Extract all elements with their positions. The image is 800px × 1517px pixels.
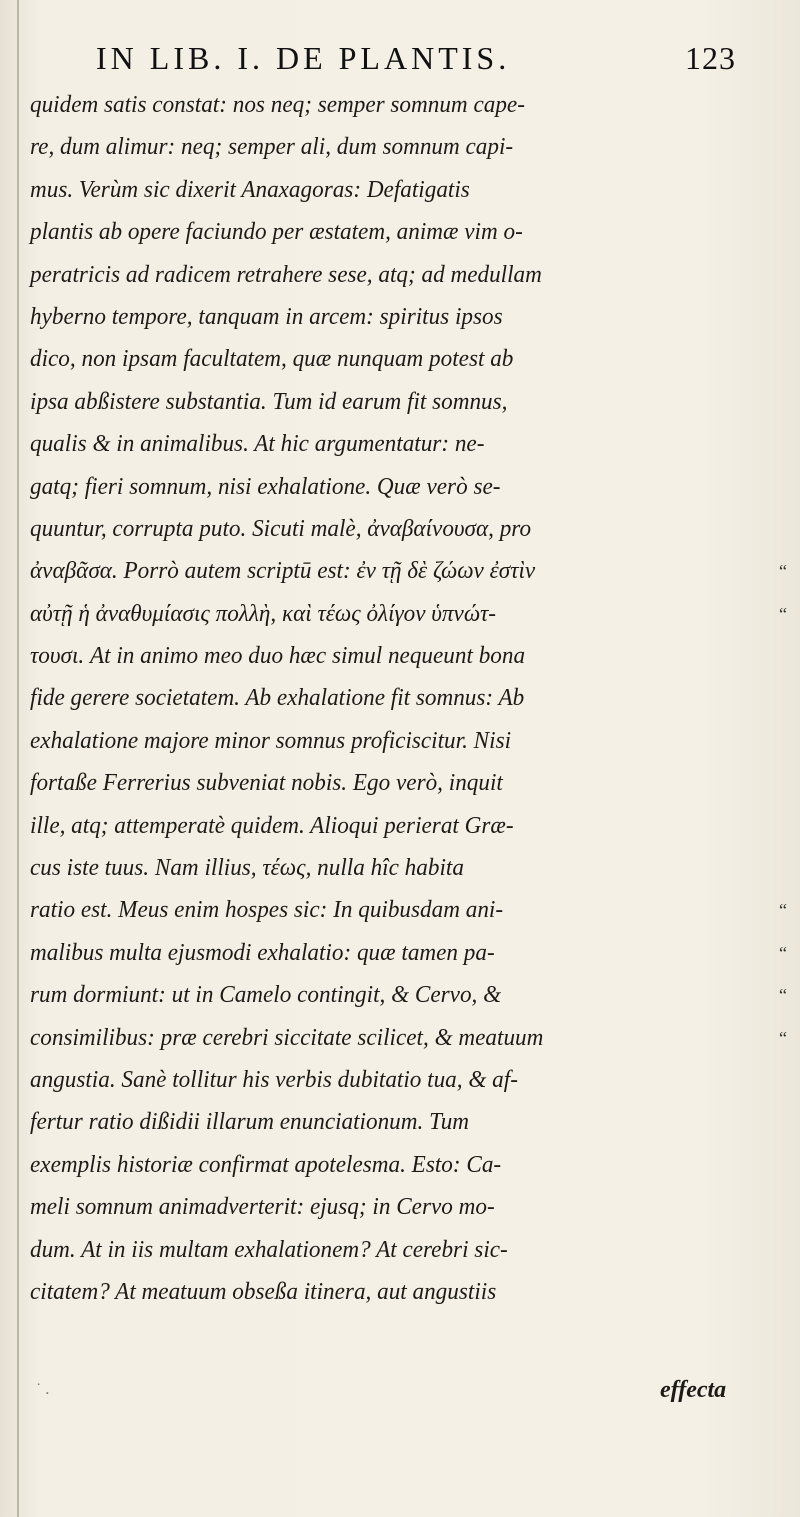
text-line <box>30 593 787 635</box>
line-text: gatq; fieri somnum, nisi exhalatione. Quæ verò se- <box>30 473 501 500</box>
quotation-mark: “ <box>779 942 787 963</box>
line-text: exhalatione majore minor somnus proficiscitur. Nisi <box>30 727 512 754</box>
line-text: plantis ab opere faciundo per æstatem, animæ vim o- <box>30 219 523 246</box>
text-line <box>30 550 787 592</box>
line-text: citatem? At meatuum obseßa itinera, aut angustiis <box>30 1278 497 1305</box>
line-text: mus. Verùm sic dixerit Anaxagoras: Defatigatis <box>30 176 470 203</box>
text-line <box>30 169 755 211</box>
line-text: angustia. Sanè tollitur his verbis dubitatio tua, & af- <box>30 1066 518 1093</box>
text-line <box>30 466 755 508</box>
text-line <box>30 635 755 677</box>
quotation-mark: “ <box>779 1027 787 1048</box>
running-header <box>96 40 736 80</box>
running-title: IN LIB. I. DE PLANTIS. <box>96 40 511 76</box>
catchword: effecta <box>660 1377 727 1403</box>
line-text: rum dormiunt: ut in Camelo contingit, & Cervo, & <box>30 982 502 1009</box>
line-text: ipsa abßistere substantia. Tum id earum fit somnus, <box>30 388 508 415</box>
text-line <box>30 126 755 168</box>
text-line <box>30 805 755 847</box>
line-text: ἀναβᾶσα. Porrò autem scriptū est: ἐν τῇ δὲ ζώων ἐστὶν <box>30 558 536 585</box>
line-text: quuntur, corrupta puto. Sicuti malè, ἀναβαίνουσα, pro <box>30 515 532 542</box>
quotation-mark: “ <box>779 603 787 624</box>
binding-gutter <box>17 0 19 1517</box>
text-line <box>30 1017 787 1059</box>
text-line <box>30 381 755 423</box>
line-text: peratricis ad radicem retrahere sese, atq; ad medullam <box>30 261 542 288</box>
line-text: meli somnum animadverterit: ejusq; in Cervo mo- <box>30 1194 495 1221</box>
line-text: hyberno tempore, tanquam in arcem: spiritus ipsos <box>30 303 503 330</box>
quotation-mark: “ <box>779 900 787 921</box>
text-line <box>30 1101 755 1143</box>
text-line <box>30 423 755 465</box>
quotation-mark: “ <box>779 985 787 1006</box>
line-text: dum. At in iis multam exhalationem? At cerebri sic- <box>30 1236 508 1263</box>
line-text: fertur ratio dißidii illarum enunciationum. Tum <box>30 1109 470 1136</box>
text-line <box>30 720 755 762</box>
line-text: consimilibus: præ cerebri siccitate scilicet, & meatuum <box>30 1024 544 1051</box>
text-line <box>30 974 787 1016</box>
text-line <box>30 1229 755 1271</box>
text-line <box>30 508 755 550</box>
line-text: malibus multa ejusmodi exhalatio: quæ tamen pa- <box>30 939 495 966</box>
line-text: τουσι. At in animo meo duo hæc simul nequeunt bona <box>30 643 526 670</box>
line-text: αὐτῇ ἡ ἀναθυμίασις πολλὴ, καὶ τέως ὀλίγον ὑπνώτ- <box>30 600 497 627</box>
text-line <box>30 847 755 889</box>
text-line <box>30 889 787 931</box>
text-line <box>30 932 787 974</box>
line-text: qualis & in animalibus. At hic argumentatur: ne- <box>30 431 485 458</box>
line-text: cus iste tuus. Nam illius, τέως, nulla hîc habita <box>30 855 464 882</box>
text-line <box>30 338 755 380</box>
text-line <box>30 1271 755 1313</box>
body-text <box>30 84 787 1313</box>
text-line <box>30 1144 755 1186</box>
quotation-mark: “ <box>779 561 787 582</box>
page-number: 123 <box>685 40 736 76</box>
line-text: dico, non ipsam facultatem, quæ nunquam potest ab <box>30 346 514 373</box>
line-text: ille, atq; attemperatè quidem. Alioqui perierat Græ- <box>30 812 514 839</box>
line-text: fide gerere societatem. Ab exhalatione fit somnus: Ab <box>30 685 525 712</box>
line-text: ratio est. Meus enim hospes sic: In quibusdam ani- <box>30 897 504 924</box>
line-text: quidem satis constat: nos neq; semper somnum cape- <box>30 92 525 118</box>
text-line <box>30 84 755 126</box>
line-text: re, dum alimur: neq; semper ali, dum somnum capi- <box>30 134 514 161</box>
text-line <box>30 254 755 296</box>
line-text: fortaße Ferrerius subveniat nobis. Ego verò, inquit <box>30 770 503 797</box>
ink-speck: ˙ . <box>36 1381 50 1398</box>
text-line <box>30 211 755 253</box>
text-line <box>30 1186 755 1228</box>
text-line <box>30 677 755 719</box>
text-line <box>30 296 755 338</box>
text-line <box>30 762 755 804</box>
line-text: exemplis historiæ confirmat apotelesma. Esto: Ca- <box>30 1151 502 1178</box>
text-line <box>30 1059 755 1101</box>
